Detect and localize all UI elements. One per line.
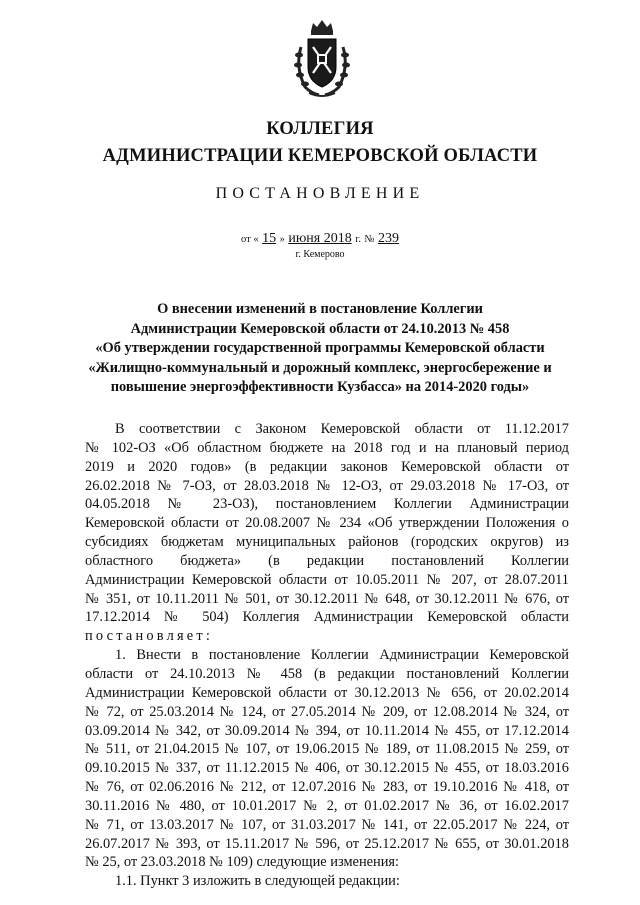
body-line: 26.02.2018 № 7-ОЗ, от 28.03.2018 № 12-ОЗ, от 29.03.2018 № 17-ОЗ, от: [85, 477, 569, 494]
org-name-line2: АДМИНИСТРАЦИИ КЕМЕРОВСКОЙ ОБЛАСТИ: [102, 146, 538, 166]
body-line: № 72, от 25.03.2014 № 124, от 27.05.2014 № 209, от 12.08.2014 № 324, от: [85, 703, 569, 720]
number-sign: №: [364, 234, 375, 245]
body-line: Администрации Кемеровской области от 30.12.2013 № 656, от 20.02.2014: [85, 684, 569, 701]
body-line: 17.12.2014 № 504) Коллегия Администрации Кемеровской области: [85, 609, 569, 626]
title-line: повышение энергоэффективности Кузбасса» на 2014-2020 годы»: [110, 379, 530, 395]
body-line: субсидиях бюджетам муниципальных районов (городских округов) из: [85, 534, 569, 551]
city: г. Кемерово: [295, 249, 345, 260]
date-month-year: июня 2018: [288, 231, 352, 246]
date-year-suffix: г.: [355, 234, 361, 245]
body-line: 04.05.2018 № 23-ОЗ), постановлением Коллегии Администрации: [85, 496, 569, 513]
body-line: № 102-ОЗ «Об областном бюджете на 2018 год и на плановый период: [85, 439, 569, 456]
document-type: ПОСТАНОВЛЕНИЕ: [215, 185, 425, 202]
body-line: В соответствии с Законом Кемеровской области от 11.12.2017: [115, 421, 569, 437]
date-line: [0, 231, 640, 247]
title-line: «Жилищно-коммунальный и дорожный комплекс, энергосбережение и: [88, 359, 552, 376]
title-line: О внесении изменений в постановление Коллегии: [157, 301, 483, 317]
body-line: 30.11.2016 № 480, от 10.01.2017 № 2, от 01.02.2017 № 36, от 16.02.2017: [85, 797, 569, 814]
body-line: № 71, от 13.03.2017 № 107, от 31.03.2017 № 141, от 22.05.2017 № 224, от: [85, 816, 569, 833]
document-body: [85, 420, 569, 891]
resolves-word: постановляет:: [85, 628, 214, 645]
document-number: 239: [378, 231, 399, 246]
body-line: 2019 и 2020 годов» (в редакции законов Кемеровской области от: [85, 458, 569, 475]
body-line: № 351, от 10.11.2011 № 501, от 30.12.2011 № 648, от 30.12.2011 № 676, от: [85, 590, 569, 607]
date-day: 15: [262, 231, 277, 246]
body-line: Администрации Кемеровской области от 10.05.2011 № 207, от 28.07.2011: [85, 571, 569, 588]
body-line: 09.10.2015 № 337, от 11.12.2015 № 406, от 30.12.2015 № 455, от 18.03.2016: [85, 760, 569, 777]
body-line: 1.1. Пункт 3 изложить в следующей редакции:: [115, 873, 400, 890]
document-title: [70, 300, 570, 398]
date-separator: »: [279, 234, 285, 245]
body-line: № 511, от 21.04.2015 № 107, от 19.06.2015 № 189, от 11.08.2015 № 259, от: [85, 741, 569, 758]
body-line: 1. Внести в постановление Коллегии Администрации Кемеровской: [115, 647, 569, 664]
body-line: № 25, от 23.03.2018 № 109) следующие изменения:: [85, 854, 400, 871]
body-line: областного бюджета» (в редакции постановлений Коллегии: [85, 552, 569, 569]
title-line: «Об утверждении государственной программы Кемеровской области: [95, 340, 545, 356]
body-line: № 76, от 02.06.2016 № 212, от 12.07.2016 № 283, от 19.10.2016 № 418, от: [85, 779, 569, 796]
body-line: 26.07.2017 № 393, от 15.11.2017 № 596, от 25.12.2017 № 655, от 30.01.2018: [85, 835, 569, 852]
body-line: 03.09.2014 № 342, от 30.09.2014 № 394, от 10.11.2014 № 455, от 17.12.2014: [85, 722, 569, 739]
title-line: Администрации Кемеровской области от 24.10.2013 № 458: [130, 320, 510, 337]
date-prefix: от «: [241, 234, 259, 245]
body-line: области от 24.10.2013 № 458 (в редакции постановлений Коллегии: [85, 665, 569, 682]
org-name-line1: КОЛЛЕГИЯ: [266, 119, 374, 139]
body-line: Кемеровской области от 20.08.2007 № 234 «Об утверждении Положения о: [85, 515, 569, 532]
coat-of-arms-emblem: [291, 17, 353, 99]
